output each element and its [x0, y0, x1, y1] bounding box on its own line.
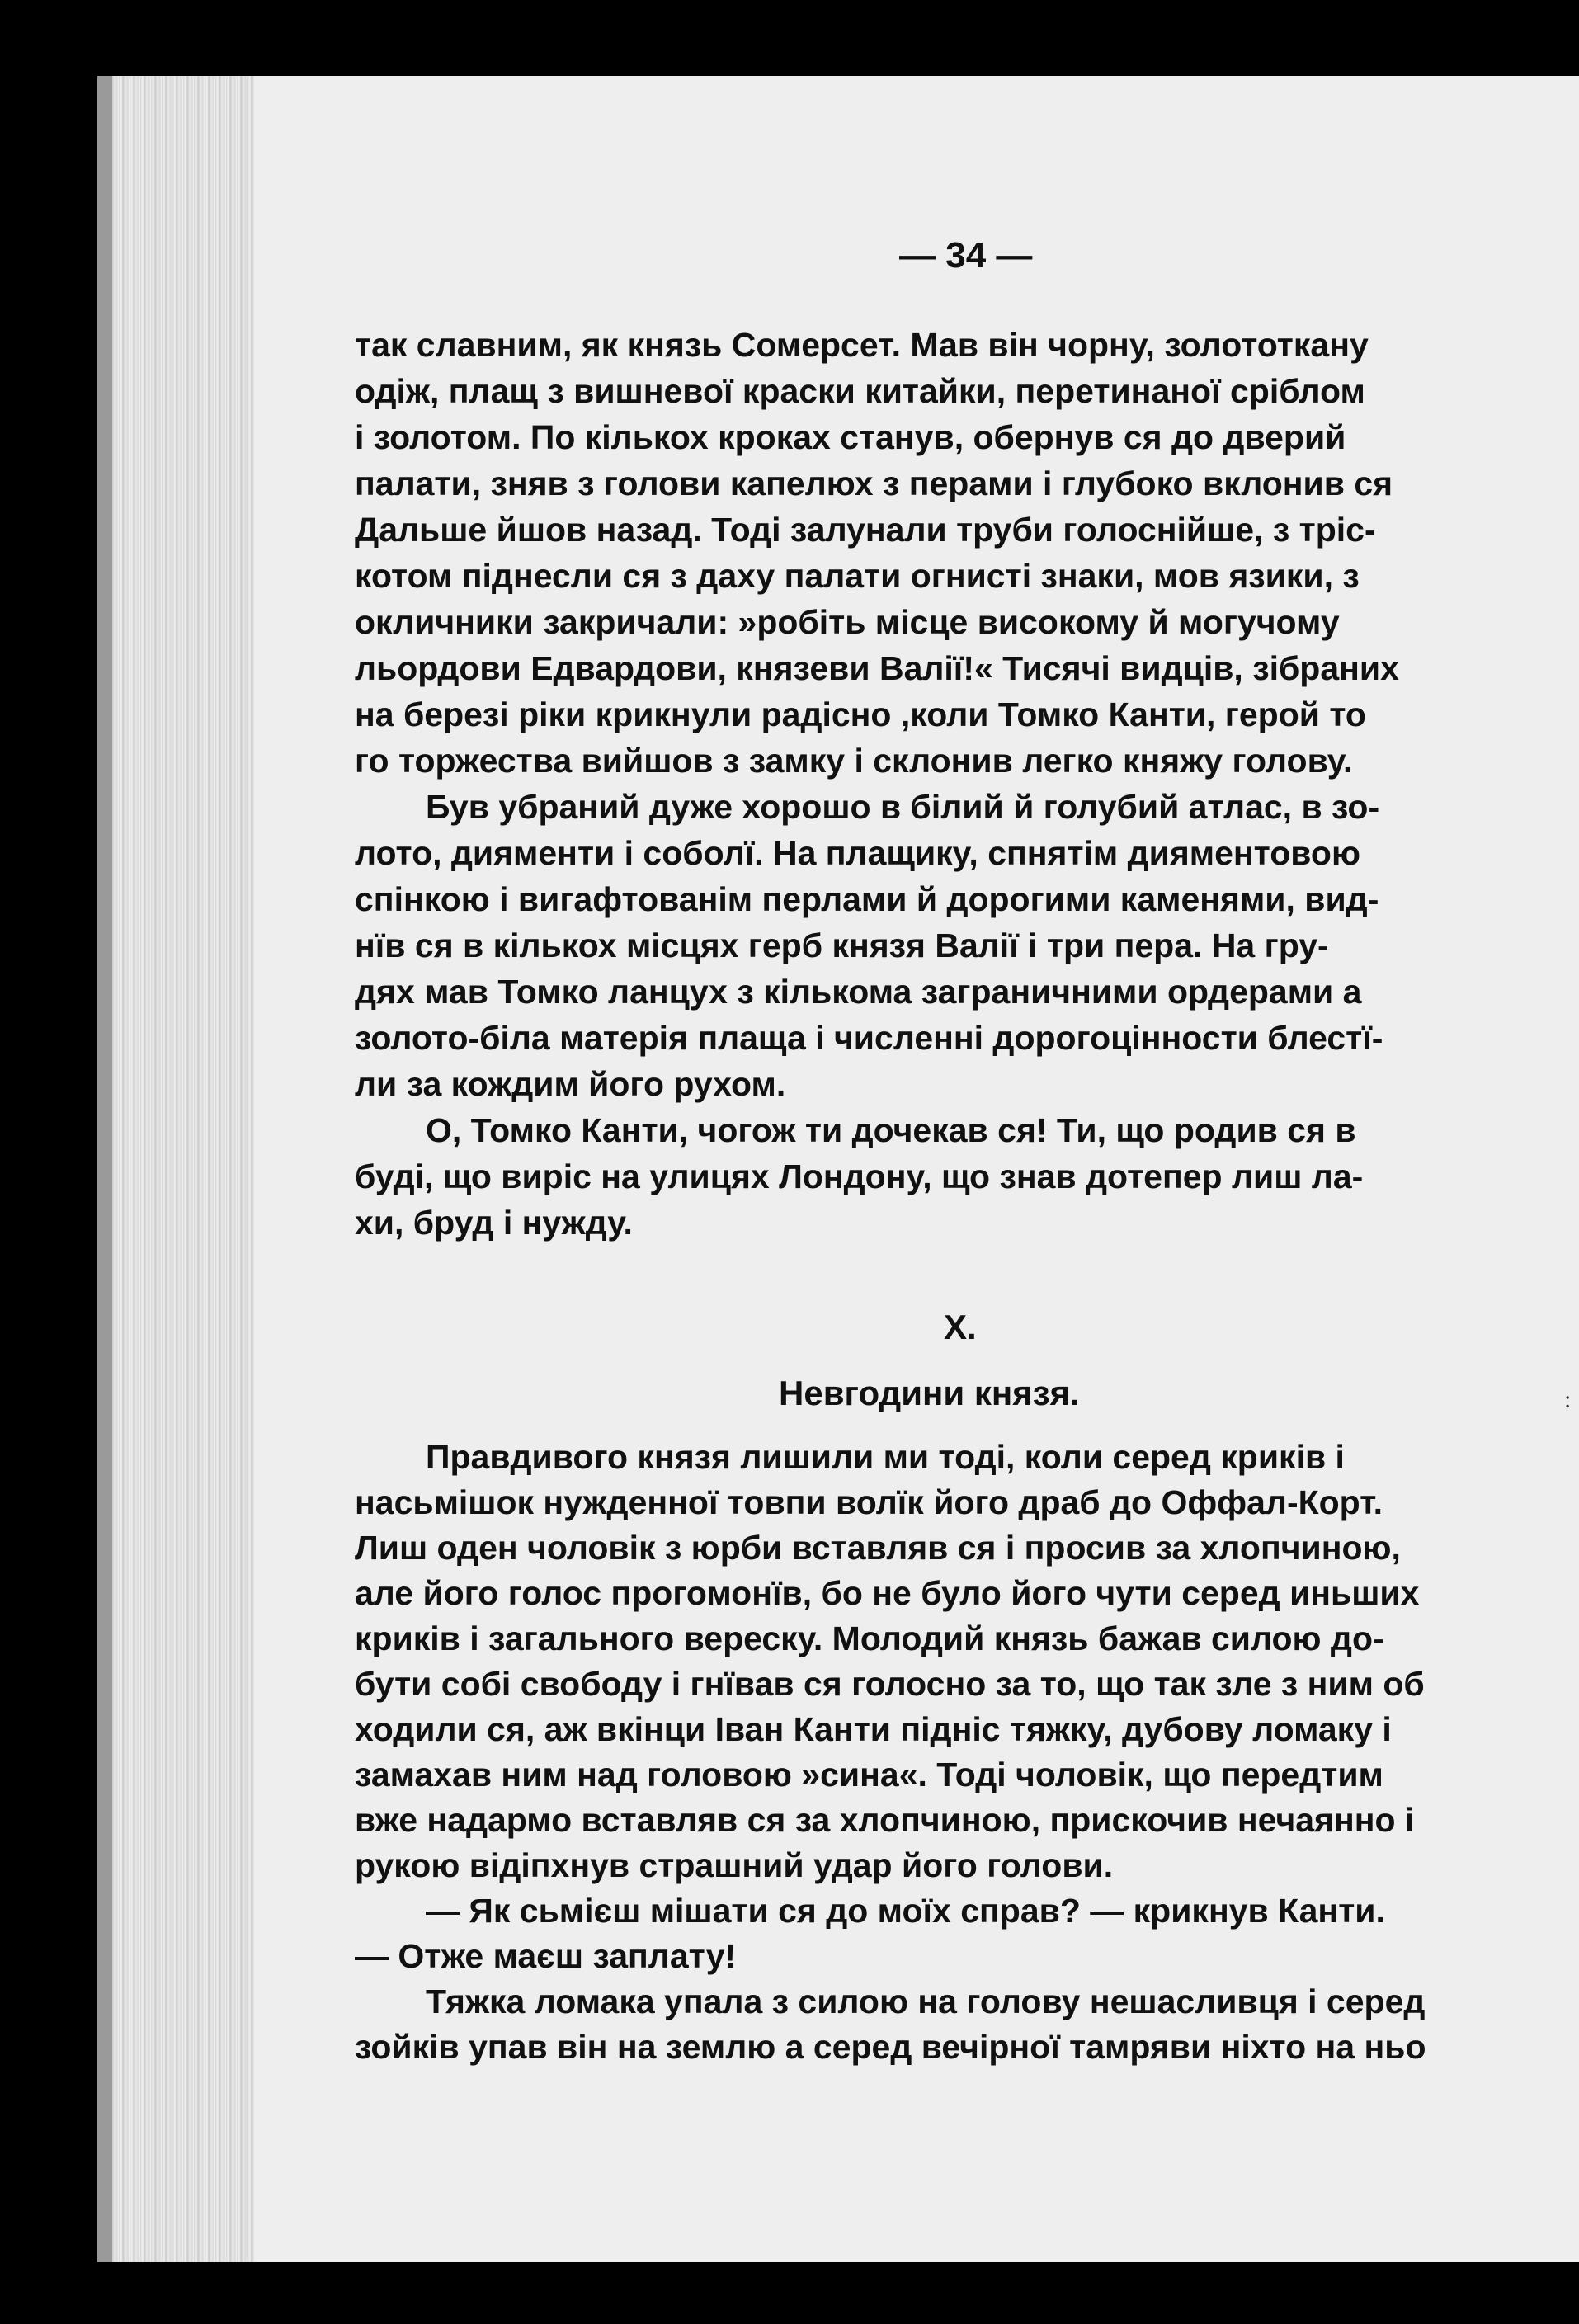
text-line: Дальше йшов назад. Тоді залунали труби голоснійше, з тріс- [355, 511, 1376, 549]
text-line: зойків упав він на землю а серед вечірної тамряви ніхто на ньо [355, 2028, 1426, 2066]
text-line: лото, дияменти і соболї. На плащику, спнятім дияментовою [355, 834, 1360, 872]
text-line: одіж, плащ з вишневої краски китайки, перетинаної сріблом [355, 372, 1365, 410]
text-line: котом піднесли ся з даху палати огнисті знаки, мов язики, з [355, 557, 1360, 595]
text-line: — Отже маєш заплату! [355, 1937, 737, 1975]
text-line: замахав ним над головою »сина«. Тоді чоловік, що передтим [355, 1756, 1383, 1794]
text-line: Правдивого князя лишили ми тоді, коли серед криків і [426, 1438, 1345, 1476]
text-line: криків і загального вереску. Молодий князь бажав силою до- [355, 1619, 1384, 1657]
chapter-number: X. [944, 1308, 977, 1346]
text-block-top [355, 322, 1579, 1246]
text-line: Лиш оден чоловік з юрби вставляв ся і просив за хлопчиною, [355, 1529, 1401, 1567]
text-line: льордови Едвардови, князеви Валії!« Тисячі видців, зібраних [355, 649, 1399, 687]
text-line: на березі ріки крикнули радісно ,коли Томко Канти, герой то [355, 695, 1366, 733]
text-line: окличники закричали: »робіть місце високому й могучому [355, 603, 1340, 641]
text-line: але його голос прогомонїв, бо не було його чути серед иньших [355, 1574, 1420, 1612]
chapter-title: Невгодини князя. [779, 1374, 1080, 1412]
text-line: Тяжка ломака упала з силою на голову нешасливця і серед [426, 1982, 1426, 2020]
text-line: буді, що виріс на улицях Лондону, що знав дотепер лиш ла- [355, 1157, 1364, 1195]
text-line: — Як сьмієш мішати ся до моїх справ? — крикнув Канти. [426, 1892, 1385, 1930]
margin-mark: : [1564, 1386, 1572, 1413]
text-line: так славним, як князь Сомерсет. Мав він чорну, золототкану [355, 326, 1369, 364]
text-line: золото-біла матерія плаща і численні дорогоцінности блестї- [355, 1019, 1383, 1057]
text-line: рукою відіпхнув страшний удар його голови. [355, 1846, 1114, 1884]
text-line: ходили ся, аж вкінци Іван Канти підніс тяжку, дубову ломаку і [355, 1710, 1392, 1748]
page-number: — 34 — [899, 235, 1033, 276]
text-line: нїв ся в кількох місцях герб князя Валії і три пера. На гру- [355, 926, 1329, 964]
text-line: О, Томко Канти, чогож ти дочекав ся! Ти, що родив ся в [426, 1111, 1356, 1149]
text-line: вже надармо вставляв ся за хлопчиною, прискочив нечаянно і [355, 1801, 1415, 1839]
page-edge-shading [97, 76, 254, 2262]
text-line: хи, бруд і нужду. [355, 1204, 633, 1242]
text-line: ли за кождим його рухом. [355, 1065, 786, 1103]
text-line: дях мав Томко ланцух з кількома заграничними ордерами а [355, 973, 1362, 1011]
text-line: палати, зняв з голови капелюх з перами і глубоко вклонив ся [355, 464, 1393, 502]
text-line: спінкою і вигафтованім перлами й дорогими каменями, вид- [355, 880, 1379, 918]
text-line: го торжества вийшов з замку і склонив легко княжу голову. [355, 742, 1353, 780]
text-line: і золотом. По кількох кроках станув, обернув ся до дверий [355, 418, 1346, 456]
page-binding-edge [97, 76, 112, 2262]
text-line: бути собі свободу і гнївав ся голосно за то, що так зле з ним об [355, 1665, 1425, 1703]
text-block-bottom [355, 1434, 1579, 2069]
text-line: Був убраний дуже хорошо в білий й голубий атлас, в зо- [426, 788, 1380, 826]
text-line: насьмішок нужденної товпи волїк його драб до Оффал-Корт. [355, 1483, 1383, 1521]
